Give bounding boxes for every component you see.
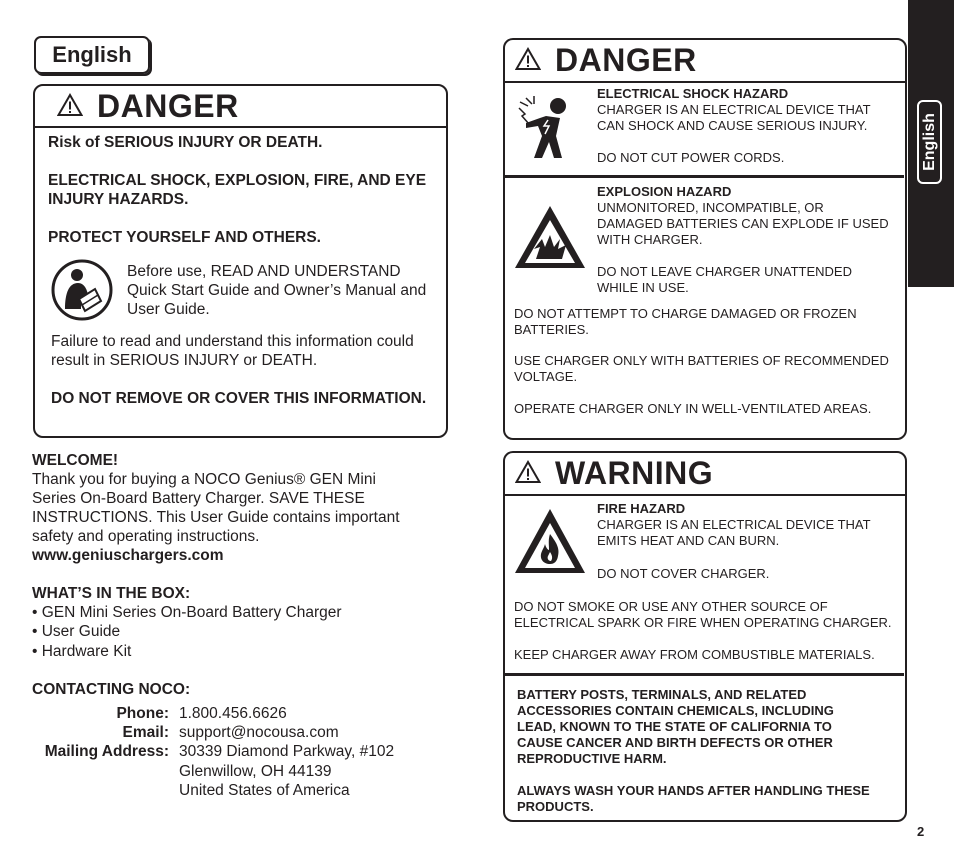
risk-text: Risk of SERIOUS INJURY OR DEATH. xyxy=(48,134,323,151)
address-line: United States of America xyxy=(179,782,350,799)
danger-box-right xyxy=(503,38,907,440)
welcome-body: Thank you for buying a NOCO Genius® GEN Mini Series On-Board Battery Charger. SAVE THESE INSTRUCTIONS. This User Guide contains important safety and operating instructions. xyxy=(32,471,400,545)
danger-heading: DANGER xyxy=(555,42,697,78)
explosion-text: DO NOT LEAVE CHARGER UNATTENDED xyxy=(597,264,852,279)
address-line: 30339 Diamond Parkway, #102 xyxy=(179,743,395,760)
prop65-text: BATTERY POSTS, TERMINALS, AND RELATED xyxy=(517,687,807,702)
side-tab-label xyxy=(917,100,942,184)
shock-title: ELECTRICAL SHOCK HAZARD xyxy=(597,86,789,101)
website-link[interactable]: www.geniuschargers.com xyxy=(32,547,224,564)
explosion-text: UNMONITORED, INCOMPATIBLE, OR xyxy=(597,200,824,215)
wash-hands-text: PRODUCTS. xyxy=(517,799,594,814)
box-item: • GEN Mini Series On-Board Battery Charger xyxy=(32,604,342,621)
address-line: Glenwillow, OH 44139 xyxy=(179,763,332,780)
danger-box-left-header xyxy=(35,86,446,128)
wash-hands-text: ALWAYS WASH YOUR HANDS AFTER HANDLING THESE xyxy=(517,783,870,798)
shock-text: CHARGER IS AN ELECTRICAL DEVICE THAT xyxy=(597,102,871,117)
fire-text: EMITS HEAT AND CAN BURN. xyxy=(597,533,780,548)
warning-note: KEEP CHARGER AWAY FROM COMBUSTIBLE MATERIALS. xyxy=(514,647,875,662)
prop65-text: LEAD, KNOWN TO THE STATE OF CALIFORNIA TO xyxy=(517,719,832,734)
prop65-text: ACCESSORIES CONTAIN CHEMICALS, INCLUDING xyxy=(517,703,834,718)
warning-triangle-icon xyxy=(515,42,541,79)
prop65-text: CAUSE CANCER AND BIRTH DEFECTS OR OTHER xyxy=(517,735,833,750)
warning-box-header xyxy=(505,453,905,496)
prop65-text: REPRODUCTIVE HARM. xyxy=(517,751,667,766)
danger-box-left xyxy=(33,84,448,438)
danger-note: BATTERIES. xyxy=(514,322,589,337)
explosion-text: WITH CHARGER. xyxy=(597,232,703,247)
warning-box xyxy=(503,451,907,822)
fire-title: FIRE HAZARD xyxy=(597,501,686,516)
fire-text: CHARGER IS AN ELECTRICAL DEVICE THAT xyxy=(597,517,871,532)
failure-text: Failure to read and understand this information could result in SERIOUS INJURY or DEATH. xyxy=(51,333,414,369)
shock-text: DO NOT CUT POWER CORDS. xyxy=(597,150,785,165)
danger-box-right-header xyxy=(505,40,905,83)
phone-label: Phone: xyxy=(116,705,169,722)
electric-shock-icon xyxy=(516,92,572,169)
read-understand-text: Before use, READ AND UNDERSTAND Quick Start Guide and Owner’s Manual and User Guide. xyxy=(127,263,427,318)
explosion-title: EXPLOSION HAZARD xyxy=(597,184,732,199)
read-manual-icon xyxy=(51,259,113,326)
box-item: • User Guide xyxy=(32,623,121,640)
contact-heading: CONTACTING NOCO: xyxy=(32,681,191,698)
protect-text: PROTECT YOURSELF AND OTHERS. xyxy=(48,229,321,246)
explosion-text: DAMAGED BATTERIES CAN EXPLODE IF USED xyxy=(597,216,889,231)
email-value: support@nocousa.com xyxy=(179,724,339,741)
warning-triangle-icon xyxy=(515,455,541,492)
danger-note: DO NOT ATTEMPT TO CHARGE DAMAGED OR FROZEN xyxy=(514,306,857,321)
explosion-icon xyxy=(512,203,588,276)
warning-note: DO NOT SMOKE OR USE ANY OTHER SOURCE OF xyxy=(514,599,828,614)
fire-text: DO NOT COVER CHARGER. xyxy=(597,566,770,581)
phone-value: 1.800.456.6626 xyxy=(179,705,287,722)
box-contents-heading: WHAT’S IN THE BOX: xyxy=(32,585,191,602)
explosion-text: WHILE IN USE. xyxy=(597,280,689,295)
danger-note: OPERATE CHARGER ONLY IN WELL-VENTILATED AREAS. xyxy=(514,401,872,416)
section-divider xyxy=(505,673,904,676)
address-label: Mailing Address: xyxy=(44,743,169,760)
warning-heading: WARNING xyxy=(555,455,714,491)
danger-note: VOLTAGE. xyxy=(514,369,578,384)
danger-note: USE CHARGER ONLY WITH BATTERIES OF RECOMMENDED xyxy=(514,353,889,368)
warning-note: ELECTRICAL SPARK OR FIRE WHEN OPERATING CHARGER. xyxy=(514,615,892,630)
do-not-remove-text: DO NOT REMOVE OR COVER THIS INFORMATION. xyxy=(51,390,427,407)
shock-text: CAN SHOCK AND CAUSE SERIOUS INJURY. xyxy=(597,118,868,133)
welcome-heading: WELCOME! xyxy=(32,452,119,469)
page-number: 2 xyxy=(917,824,925,839)
hazards-text: ELECTRICAL SHOCK, EXPLOSION, FIRE, AND EYE INJURY HAZARDS. xyxy=(48,172,427,208)
box-item: • Hardware Kit xyxy=(32,643,132,660)
fire-icon xyxy=(512,506,588,581)
danger-heading: DANGER xyxy=(97,87,239,124)
email-label: Email: xyxy=(122,724,169,741)
language-badge: English xyxy=(34,36,150,74)
warning-triangle-icon xyxy=(57,88,83,125)
side-tab-text: English xyxy=(920,113,938,171)
section-divider xyxy=(505,175,904,178)
